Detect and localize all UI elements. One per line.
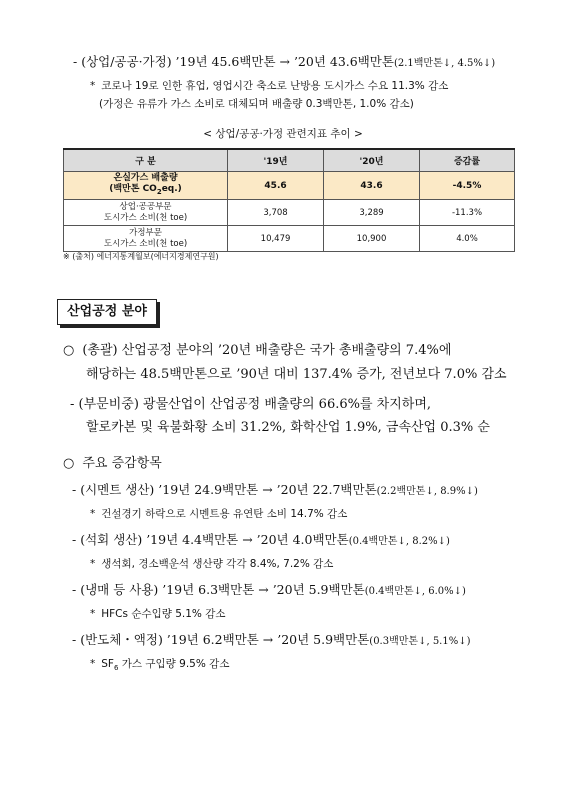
table-row-commercial-gas [64, 200, 515, 226]
cell-2019: 3,708 [228, 200, 324, 226]
cell-2020: 10,900 [324, 226, 420, 252]
table-source: ※ (출처) 에너지통계월보(에너지경제연구원) [63, 252, 219, 261]
item-change: (2.2백만톤↓, 8.9%↓) [376, 486, 478, 497]
cell-2020: 3,289 [324, 200, 420, 226]
item-change: (2.1백만톤↓, 4.5%↓) [393, 58, 496, 69]
cell-rate: -11.3% [419, 200, 514, 226]
header-category: 구 분 [64, 149, 228, 172]
header-change-rate: 증감률 [419, 149, 514, 172]
note-text-b: 가스 구입량 9.5% 감소 [118, 658, 230, 670]
row-label-line1: 가정부문 [129, 227, 162, 238]
indicator-table [63, 148, 515, 252]
row-label [64, 200, 228, 226]
share-line2: 할로카본 및 육불화황 소비 31.2%, 화학산업 1.9%, 금속산업 0.3% 순 [86, 420, 490, 435]
overview-text: (총괄) 산업공정 분야의 ’20년 배출량은 국가 총배출량의 7.4%에 [82, 343, 452, 358]
circle-bullet: ○ [63, 343, 75, 358]
overview-line2: 해당하는 48.5백만톤으로 ’90년 대비 137.4% 증가, 전년보다 7.0% 감소 [86, 367, 507, 382]
cell-2019: 10,479 [228, 226, 324, 252]
item-text: - (석회 생산) ’19년 4.4백만톤 → ’20년 4.0백만톤 [72, 532, 349, 547]
item-change: (0.4백만톤↓, 6.0%↓) [364, 586, 466, 597]
item-change: (0.4백만톤↓, 8.2%↓) [348, 536, 450, 547]
section-title: 산업공정 분야 [57, 299, 157, 325]
table-row-emissions [64, 172, 515, 200]
note-star: * [90, 558, 96, 570]
row-label [64, 172, 228, 200]
item-commercial-residential [73, 52, 495, 70]
table-header-row [64, 149, 515, 172]
row-label-line2: (백만톤 CO [109, 184, 157, 195]
item-text: - (시멘트 생산) ’19년 24.9백만톤 → ’20년 22.7백만톤 [72, 482, 377, 497]
cell-rate: 4.0% [419, 226, 514, 252]
item-cement [72, 480, 478, 498]
row-label-line1: 상업·공공부문 [119, 201, 172, 212]
note-refrigerant [90, 606, 226, 621]
key-items-text: 주요 증감항목 [82, 456, 162, 471]
note-text: 건설경기 하락으로 시멘트용 유연탄 소비 14.7% 감소 [101, 508, 348, 520]
cell-2019: 45.6 [228, 172, 324, 200]
item-text: - (상업/공공·가정) ’19년 45.6백만톤 → ’20년 43.6백만톤 [73, 54, 394, 69]
row-label-unit: eq.) [161, 184, 182, 195]
note-semiconductor [90, 656, 229, 672]
item-text: - (냉매 등 사용) ’19년 6.3백만톤 → ’20년 5.9백만톤 [72, 582, 365, 597]
row-label [64, 226, 228, 252]
item-semiconductor [72, 630, 471, 648]
note-lime [90, 556, 333, 571]
note-text: HFCs 순수입량 5.1% 감소 [101, 608, 226, 620]
table-row-household-gas [64, 226, 515, 252]
row-label-line1: 온실가스 배출량 [113, 173, 178, 184]
cell-2020: 43.6 [324, 172, 420, 200]
circle-bullet: ○ [63, 456, 75, 471]
row-label-line2: 도시가스 소비(천 toe) [103, 212, 188, 223]
note-text: (가정은 유류가 가스 소비로 대체되며 배출량 0.3백만톤, 1.0% 감소) [99, 98, 414, 110]
item-change: (0.3백만톤↓, 5.1%↓) [369, 636, 471, 647]
row-label-sub: 2 [156, 187, 162, 196]
key-items-heading [63, 452, 162, 471]
item-text: - (반도체・액정) ’19년 6.2백만톤 → ’20년 5.9백만톤 [72, 632, 370, 647]
note-text: 코로나 19로 인한 휴업, 영업시간 축소로 난방용 도시가스 수요 11.3% 감소 [101, 80, 449, 92]
cell-rate: -4.5% [419, 172, 514, 200]
note-household [99, 96, 414, 111]
table-caption: < 상업/공공·가정 관련지표 추이 > [203, 128, 363, 140]
note-star: * [90, 658, 96, 670]
row-label-line2: 도시가스 소비(천 toe) [103, 238, 188, 249]
share-line1: - (부문비중) 광물산업이 산업공정 배출량의 66.6%를 차지하며, [70, 397, 432, 412]
header-2020: '20년 [324, 149, 420, 172]
note-text-a: SF [101, 658, 114, 670]
note-star: * [90, 508, 96, 520]
note-covid [90, 78, 448, 93]
note-star: * [90, 608, 96, 620]
note-sub: 6 [113, 664, 119, 673]
overview-line1 [63, 339, 451, 358]
note-star: * [90, 80, 96, 92]
header-2019: '19년 [228, 149, 324, 172]
note-text: 생석회, 경소백운석 생산량 각각 8.4%, 7.2% 감소 [101, 558, 334, 570]
note-cement [90, 506, 347, 521]
item-refrigerant [72, 580, 466, 598]
item-lime [72, 530, 450, 548]
